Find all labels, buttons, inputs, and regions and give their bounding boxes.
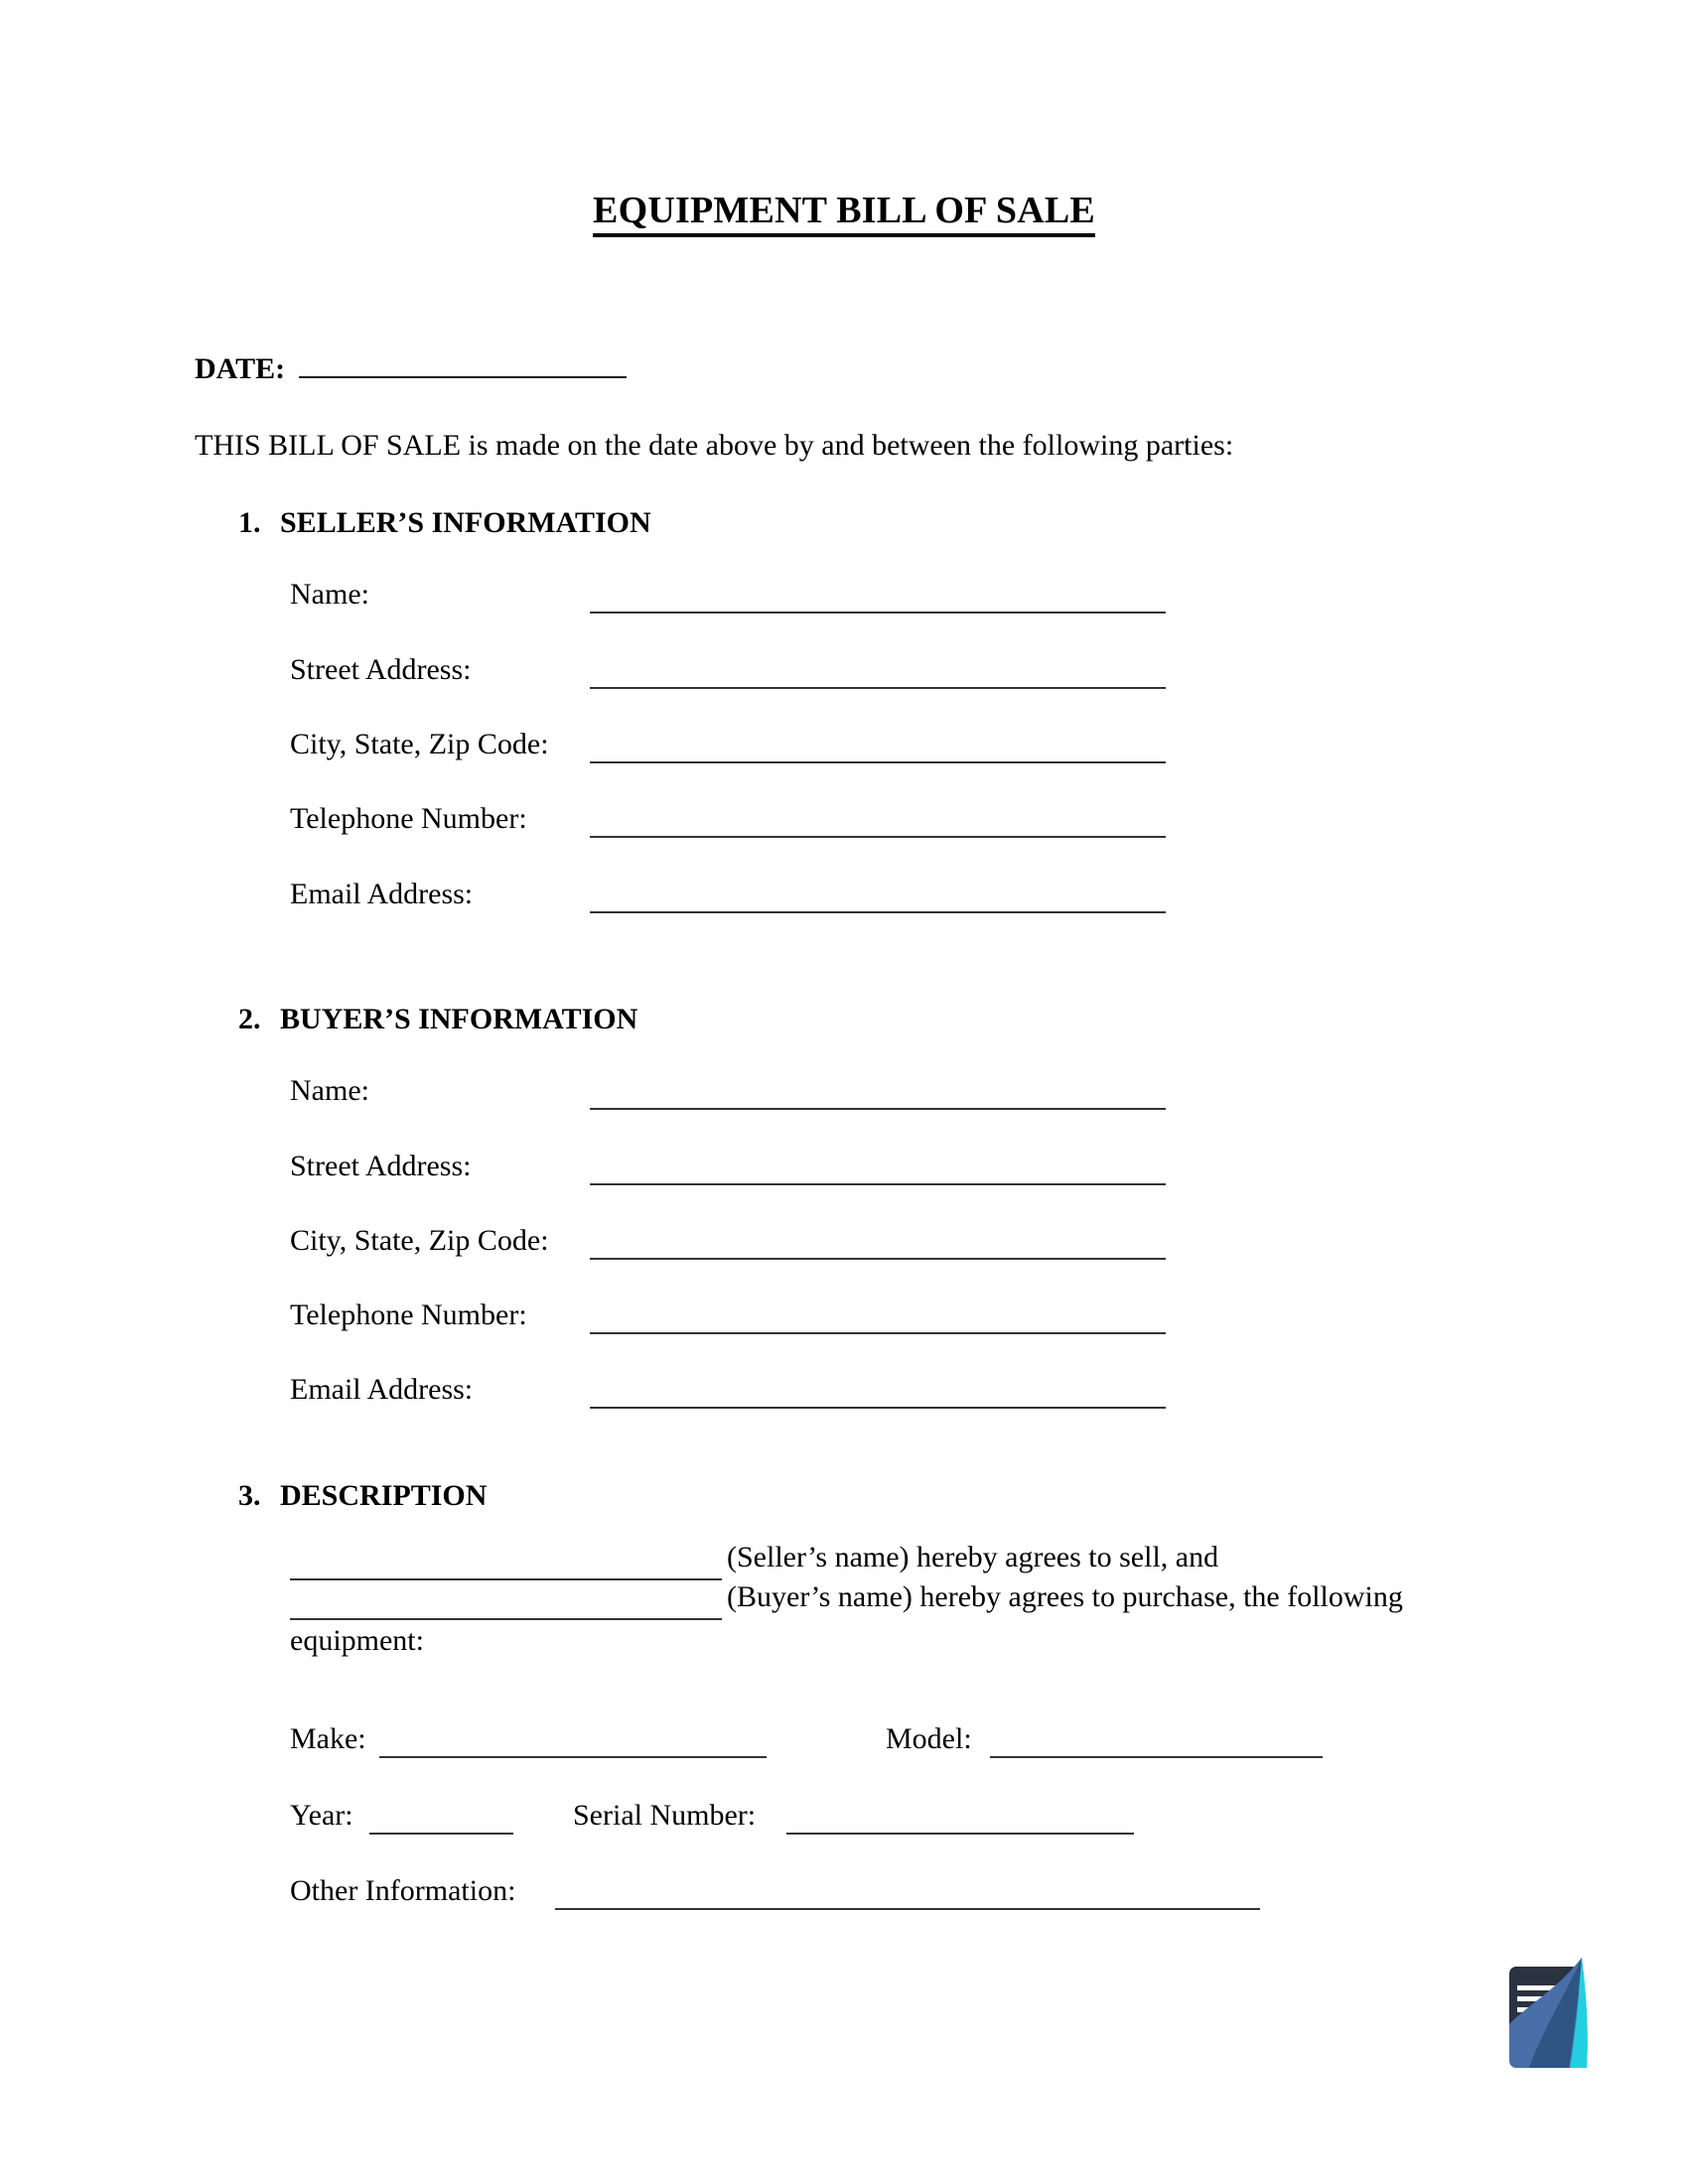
section-heading-seller: [238, 506, 651, 540]
field-label: Email Address:: [290, 878, 474, 910]
section-number-buyer: 2.: [238, 1003, 261, 1035]
other-information-label: Other Information:: [290, 1874, 516, 1907]
field-seller-email: [290, 878, 1184, 911]
field-input-line[interactable]: [590, 1407, 1166, 1409]
field-input-line[interactable]: [590, 612, 1166, 614]
field-input-line[interactable]: [590, 761, 1166, 763]
seller-name-blank[interactable]: [290, 1578, 722, 1580]
make-input-line[interactable]: [379, 1756, 767, 1758]
field-buyer-telephone: [290, 1298, 1184, 1332]
date-label: DATE:: [195, 352, 286, 385]
page-title: [0, 189, 1688, 232]
field-input-line[interactable]: [590, 1108, 1166, 1110]
row-other-information: [290, 1874, 1432, 1908]
field-input-line[interactable]: [590, 687, 1166, 689]
section-number-description: 3.: [238, 1479, 261, 1512]
buyer-name-clause-row: [290, 1580, 1501, 1624]
model-label: Model:: [886, 1722, 972, 1755]
field-input-line[interactable]: [590, 1183, 1166, 1185]
field-label: Telephone Number:: [290, 1298, 527, 1331]
intro-paragraph: THIS BILL OF SALE is made on the date above by and between the following parties:: [195, 429, 1234, 462]
field-seller-telephone: [290, 802, 1184, 836]
section-title-buyer: BUYER’S INFORMATION: [280, 1003, 638, 1035]
year-input-line[interactable]: [369, 1833, 513, 1835]
row-make-model: [290, 1722, 1432, 1756]
field-label: City, State, Zip Code:: [290, 1224, 549, 1257]
model-input-line[interactable]: [990, 1756, 1323, 1758]
field-seller-city-state-zip: [290, 728, 1184, 761]
row-year-serial: [290, 1799, 1432, 1833]
date-input-line[interactable]: [299, 356, 627, 378]
field-input-line[interactable]: [590, 1332, 1166, 1334]
page-title-text: EQUIPMENT BILL OF SALE: [593, 190, 1095, 237]
section-heading-buyer: [238, 1003, 637, 1036]
serial-number-input-line[interactable]: [786, 1833, 1134, 1835]
field-label: City, State, Zip Code:: [290, 728, 549, 760]
serial-number-label: Serial Number:: [573, 1799, 757, 1832]
field-seller-street-address: [290, 653, 1184, 687]
field-label: Name:: [290, 578, 369, 611]
document-logo: [1483, 1941, 1593, 2075]
field-buyer-street-address: [290, 1150, 1184, 1183]
seller-clause-text: (Seller’s name) hereby agrees to sell, and: [727, 1541, 1219, 1573]
buyer-clause-text: (Buyer’s name) hereby agrees to purchase, the following: [727, 1580, 1403, 1613]
field-buyer-city-state-zip: [290, 1224, 1184, 1258]
field-label: Email Address:: [290, 1373, 474, 1406]
field-seller-name: [290, 578, 1184, 612]
description-clause-block: [290, 1541, 1501, 1657]
field-input-line[interactable]: [590, 836, 1166, 838]
field-label: Street Address:: [290, 1150, 472, 1182]
field-input-line[interactable]: [590, 911, 1166, 913]
section-title-seller: SELLER’S INFORMATION: [280, 506, 651, 539]
field-label: Name:: [290, 1074, 369, 1107]
seller-name-clause-row: [290, 1541, 1501, 1584]
section-title-description: DESCRIPTION: [280, 1479, 488, 1512]
field-buyer-email: [290, 1373, 1184, 1407]
field-label: Telephone Number:: [290, 802, 527, 835]
year-label: Year:: [290, 1799, 353, 1832]
field-input-line[interactable]: [590, 1258, 1166, 1260]
field-buyer-name: [290, 1074, 1184, 1108]
field-label: Street Address:: [290, 653, 472, 686]
other-information-input-line[interactable]: [555, 1908, 1260, 1910]
buyer-name-blank[interactable]: [290, 1618, 722, 1620]
section-heading-description: [238, 1479, 487, 1513]
equipment-tail-text: equipment:: [290, 1624, 424, 1657]
section-number-seller: 1.: [238, 506, 261, 539]
date-row: [195, 352, 627, 386]
make-label: Make:: [290, 1722, 366, 1755]
